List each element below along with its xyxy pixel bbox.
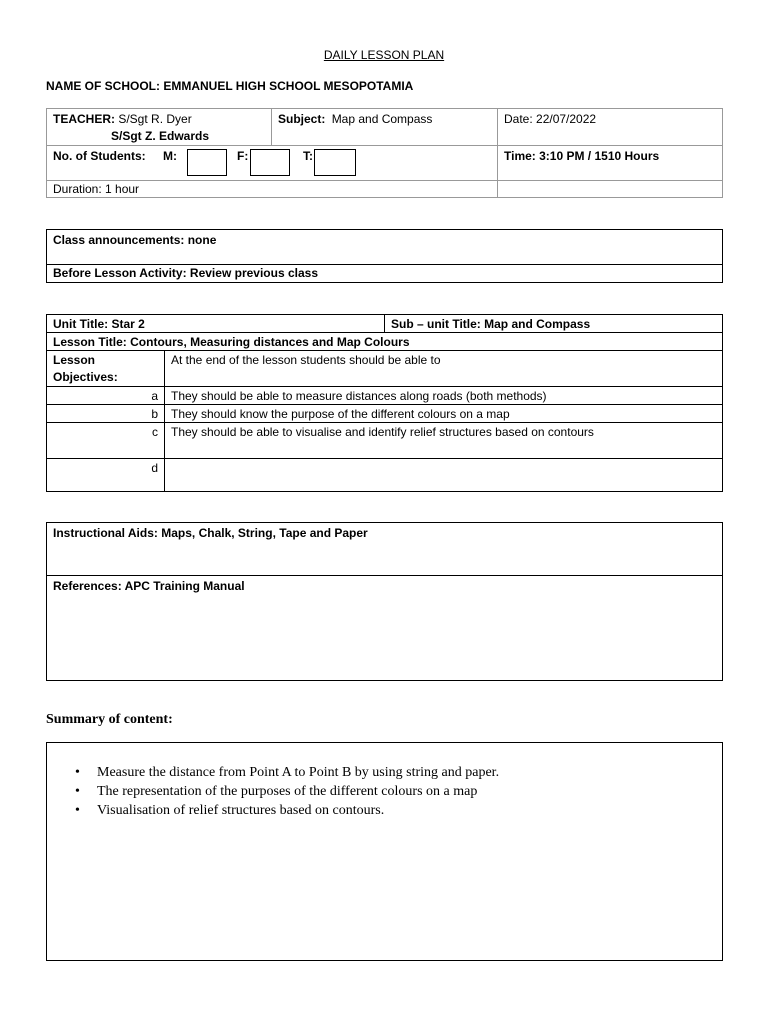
teacher-name-2: S/Sgt Z. Edwards [111,129,210,143]
objective-c: They should be able to visualise and identify relief structures based on contours [171,425,594,439]
objective-b: They should know the purpose of the different colours on a map [171,407,510,421]
instructional-aids: Instructional Aids: Maps, Chalk, String, Tape and Paper [53,526,368,540]
male-label: M: [163,149,177,163]
resources-table [46,522,723,681]
female-count-box[interactable] [250,149,290,176]
lesson-objectives-table [46,314,723,492]
list-item [75,763,500,782]
time-cell: Time: 3:10 PM / 1510 Hours [504,149,660,163]
total-label: T: [303,149,313,163]
summary-item-3: Visualisation of relief structures based on contours. [97,803,385,818]
list-item [75,782,499,801]
before-lesson-activity: Before Lesson Activity: Review previous class [53,266,318,280]
objective-key-a: a [151,389,158,403]
summary-list [75,763,500,820]
summary-item-1: Measure the distance from Point A to Point B by using string and paper. [97,765,500,780]
unit-title: Unit Title: Star 2 [53,317,145,331]
objectives-label-line-1: Lesson [53,353,96,367]
summary-item-2: The representation of the purposes of the different colours on a map [97,784,478,799]
teacher-name-1: S/Sgt R. Dyer [118,112,192,126]
bullet: • [75,765,80,780]
objective-key-c: c [152,425,158,439]
subject-cell [272,109,497,130]
objectives-intro: At the end of the lesson students should be able to [171,353,441,367]
document-title: DAILY LESSON PLAN [323,48,445,62]
objectives-label [47,350,164,388]
objective-key-b: b [151,407,158,421]
duration-cell: Duration: 1 hour [53,182,140,196]
objective-a: They should be able to measure distances along roads (both methods) [171,389,547,403]
bullet: • [75,784,80,799]
class-announcements: Class announcements: none [53,233,217,247]
subject-label: Subject: [278,112,326,126]
objective-key-d: d [151,461,158,475]
objectives-label-line-2: Objectives: [53,370,118,384]
teacher-info-table [46,108,723,198]
list-item [75,801,499,820]
objective-d [165,458,177,462]
female-label: F: [237,149,249,163]
announcements-table [46,229,723,283]
teacher-label: TEACHER: [53,112,115,126]
bullet: • [75,803,80,818]
references: References: APC Training Manual [53,579,245,593]
total-count-box[interactable] [314,149,356,176]
subject-value: Map and Compass [331,112,433,126]
students-label: No. of Students: [53,149,146,163]
summary-box [46,742,723,961]
date-cell: Date: 22/07/2022 [504,112,597,126]
teacher-cell [47,109,271,147]
lesson-title: Lesson Title: Contours, Measuring distances and Map Colours [53,335,410,349]
school-name: NAME OF SCHOOL: EMMANUEL HIGH SCHOOL MESOPOTAMIA [46,79,414,93]
summary-heading: Summary of content: [46,712,173,727]
sub-unit-title: Sub – unit Title: Map and Compass [391,317,591,331]
male-count-box[interactable] [187,149,227,176]
